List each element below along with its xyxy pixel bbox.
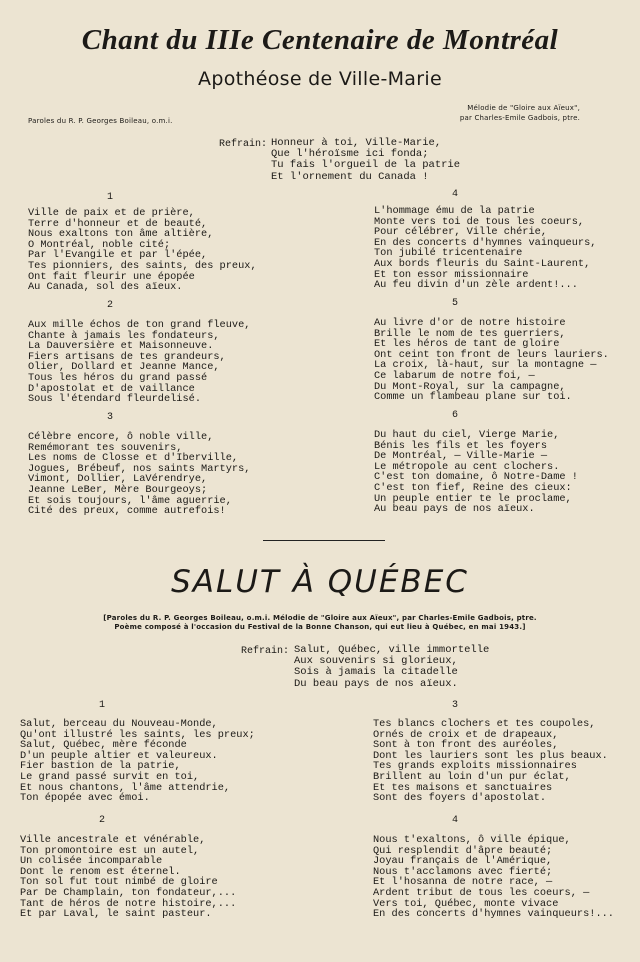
verse-line: Brille le nom de tes guerriers,	[374, 327, 566, 340]
verse-line: Ton sol fut tout nimbé de gloire	[20, 876, 218, 889]
verse-line: Sont des foyers d'apostolat.	[373, 792, 547, 805]
song1-stanza-1	[28, 208, 257, 293]
verse-line: Olier, Dollard et Jeanne Mance,	[28, 361, 220, 374]
verse-line: Joyau français de l'Amérique,	[373, 855, 553, 868]
verse-line: Dont les lauriers sont les plus beaux.	[373, 749, 608, 762]
verse-line: Un peuple entier te le proclame,	[374, 492, 572, 505]
verse-line: Et nous chantons, l'âme attendrie,	[20, 781, 231, 794]
verse-line: La croix, là-haut, sur la montagne —	[374, 359, 597, 372]
verse-line: Bénis les fils et les foyers	[374, 439, 548, 452]
song1-stanza-3-number: 3	[106, 412, 113, 423]
verse-line: Dont le renom est éternel.	[20, 865, 181, 878]
verse-line: Cité des preux, comme autrefois!	[28, 505, 226, 518]
verse-line: Vimont, Dollier, LaVérendrye,	[28, 473, 208, 486]
verse-line: Qu'ont illustré les saints, les preux;	[20, 728, 255, 741]
refrain-line: Et l'ornement du Canada !	[271, 170, 429, 183]
verse-line: Les noms de Closse et d'Iberville,	[28, 452, 239, 465]
song1-stanza-5-number: 5	[451, 298, 458, 309]
verse-line: Nous t'acclamons avec fierté;	[373, 865, 553, 878]
verse-line: C'est ton fief, Reine des cieux:	[374, 481, 572, 494]
verse-line: D'un peuple altier et valeureux.	[20, 749, 218, 762]
verse-line: Sont à ton front des auréoles,	[373, 739, 559, 752]
verse-line: Par De Champlain, ton fondateur,...	[20, 886, 237, 899]
verse-line: Et ton essor missionnaire	[374, 268, 529, 281]
song1-stanza-4	[374, 206, 596, 291]
verse-line: Ornés de croix et de drapeaux,	[373, 728, 559, 741]
verse-line: Du haut du ciel, Vierge Marie,	[374, 429, 560, 441]
verse-line: Et l'hosanna de notre race, —	[373, 876, 553, 889]
verse-line: Tous les héros du grand passé	[28, 371, 208, 384]
verse-line: Du Mont-Royal, sur la campagne,	[374, 380, 566, 393]
verse-line: Pour célébrer, Ville chérie,	[374, 226, 548, 239]
verse-line: Au livre d'or de notre histoire	[374, 317, 566, 329]
song2-stanza-1-number: 1	[98, 700, 105, 711]
refrain-line: Que l'héroïsme ici fonda;	[271, 148, 429, 161]
verse-line: La Dauversière et Maisonneuve.	[28, 340, 214, 353]
song2-stanza-3	[373, 719, 608, 804]
song1-refrain	[271, 138, 460, 183]
song2-credit-line1: [Paroles du R. P. Georges Boileau, o.m.i. Mélodie de "Gloire aux Aïeux", par Charles-Emile Gadbois, ptre.	[103, 614, 537, 622]
refrain-line: Tu fais l'orgueil de la patrie	[271, 159, 461, 172]
verse-line: Chante à jamais les fondateurs,	[28, 329, 220, 342]
song2-credit	[0, 614, 640, 632]
verse-line: De Montréal, — Ville-Marie —	[374, 450, 548, 463]
verse-line: Un colisée incomparable	[20, 855, 163, 868]
verse-line: O Montréal, noble cité;	[28, 238, 171, 251]
verse-line: Aux bords fleuris du Saint-Laurent,	[374, 257, 591, 270]
song1-subtitle: Apothéose de Ville-Marie	[198, 68, 442, 90]
verse-line: Monte vers toi de tous les coeurs,	[374, 215, 585, 228]
verse-line: Et tes maisons et sanctuaires	[373, 781, 553, 794]
verse-line: Jeanne LeBer, Mère Bourgeoys;	[28, 483, 208, 496]
verse-line: Nous exaltons ton âme altière,	[28, 228, 214, 241]
song1-stanza-5	[374, 318, 609, 403]
verse-line: Ont ceint ton front de leurs lauriers.	[374, 348, 609, 361]
verse-line: Le grand passé survit en toi,	[20, 770, 200, 783]
verse-line: Et par Laval, le saint pasteur.	[20, 908, 212, 921]
song2-credit-line2: Poème composé à l'occasion du Festival de la Bonne Chanson, qui eut lieu à Québec, en mai 1943.]	[114, 623, 526, 631]
song1-lyrics-credit: Paroles du R. P. Georges Boileau, o.m.i.	[28, 117, 173, 125]
song2-stanza-2	[20, 835, 236, 920]
verse-line: Au beau pays de nos aïeux.	[374, 503, 535, 516]
song1-melody-credit-line1: Mélodie de "Gloire aux Aïeux",	[467, 104, 580, 112]
song2-refrain-label: Refrain:	[241, 646, 290, 657]
song1-stanza-2-number: 2	[106, 300, 113, 311]
verse-line: Ce labarum de notre foi, —	[374, 369, 535, 382]
verse-line: Terre d'honneur et de beauté,	[28, 217, 208, 230]
song1-stanza-3	[28, 432, 250, 517]
verse-line: Tes grands exploits missionnaires	[373, 760, 577, 773]
verse-line: Remémorant tes souvenirs,	[28, 441, 183, 454]
verse-line: Tes pionniers, des saints, des preux,	[28, 259, 257, 272]
refrain-line: Aux souvenirs si glorieux,	[294, 655, 458, 668]
refrain-line: Salut, Québec, ville immortelle	[294, 644, 490, 656]
verse-line: Salut, Québec, mère féconde	[20, 739, 187, 752]
verse-line: Qui resplendit d'âpre beauté;	[373, 844, 553, 857]
song1-stanza-2	[28, 320, 250, 405]
verse-line: Le métropole au cent clochers.	[374, 460, 560, 473]
verse-line: En des concerts d'hymnes vainqueurs,	[374, 236, 597, 249]
verse-line: Ton épopée avec émoi.	[20, 792, 150, 805]
song1-stanza-6-number: 6	[451, 410, 458, 421]
song1-melody-credit-line2: par Charles-Emile Gadbois, ptre.	[459, 114, 580, 122]
verse-line: Comme un flambeau plane sur toi.	[374, 391, 572, 404]
song1-title: Chant du IIIe Centenaire de Montréal	[81, 24, 559, 56]
verse-line: Ton promontoire est un autel,	[20, 844, 200, 857]
song2-title: SALUT À QUÉBEC	[171, 564, 469, 600]
verse-line: Fier bastion de la patrie,	[20, 760, 181, 773]
verse-line: Célèbre encore, ô noble ville,	[28, 431, 214, 443]
verse-line: Nous t'exaltons, ô ville épique,	[373, 834, 571, 846]
verse-line: Au Canada, sol des aïeux.	[28, 281, 183, 294]
verse-line: Par l'Evangile et par l'épée,	[28, 249, 208, 262]
verse-line: Tes blancs clochers et tes coupoles,	[373, 718, 596, 730]
refrain-line: Sois à jamais la citadelle	[294, 666, 458, 679]
verse-line: Au feu divin d'un zèle ardent!...	[374, 279, 578, 292]
verse-line: Ville de paix et de prière,	[28, 207, 195, 219]
verse-line: Jogues, Brébeuf, nos saints Martyrs,	[28, 462, 251, 475]
song2-stanza-2-number: 2	[98, 815, 105, 826]
song2-stanza-3-number: 3	[451, 700, 458, 711]
verse-line: Aux mille échos de ton grand fleuve,	[28, 319, 251, 331]
song1-stanza-6	[374, 430, 578, 515]
verse-line: Tant de héros de notre histoire,...	[20, 897, 237, 910]
verse-line: L'hommage ému de la patrie	[374, 205, 535, 217]
section-divider	[263, 540, 385, 541]
refrain-line: Du beau pays de nos aïeux.	[294, 677, 458, 690]
song1-stanza-1-number: 1	[106, 192, 113, 203]
verse-line: Et les héros de tant de gloire	[374, 338, 560, 351]
refrain-line: Honneur à toi, Ville-Marie,	[271, 137, 442, 149]
song1-stanza-4-number: 4	[451, 189, 458, 200]
verse-line: Ton jubilé tricentenaire	[374, 247, 523, 260]
song2-stanza-1	[20, 719, 255, 804]
verse-line: Ardent tribut de tous les coeurs, —	[373, 886, 590, 899]
verse-line: Salut, berceau du Nouveau-Monde,	[20, 718, 218, 730]
verse-line: Sous l'étendard fleurdelisé.	[28, 393, 202, 406]
song1-refrain-label: Refrain:	[219, 139, 268, 150]
verse-line: Ont fait fleurir une épopée	[28, 270, 195, 283]
song1-melody-credit	[460, 103, 580, 123]
verse-line: D'apostolat et de vaillance	[28, 382, 195, 395]
verse-line: Vers toi, Québec, monte vivace	[373, 897, 559, 910]
verse-line: Et sois toujours, l'âme aguerrie,	[28, 494, 232, 507]
song2-stanza-4	[373, 835, 614, 920]
verse-line: En des concerts d'hymnes vainqueurs!...	[373, 908, 614, 921]
verse-line: Fiers artisans de tes grandeurs,	[28, 350, 226, 363]
song2-refrain	[294, 645, 489, 690]
verse-line: Ville ancestrale et vénérable,	[20, 834, 206, 846]
verse-line: Brillent au loin d'un pur éclat,	[373, 770, 571, 783]
verse-line: C'est ton domaine, ô Notre-Dame !	[374, 471, 578, 484]
song2-stanza-4-number: 4	[451, 815, 458, 826]
